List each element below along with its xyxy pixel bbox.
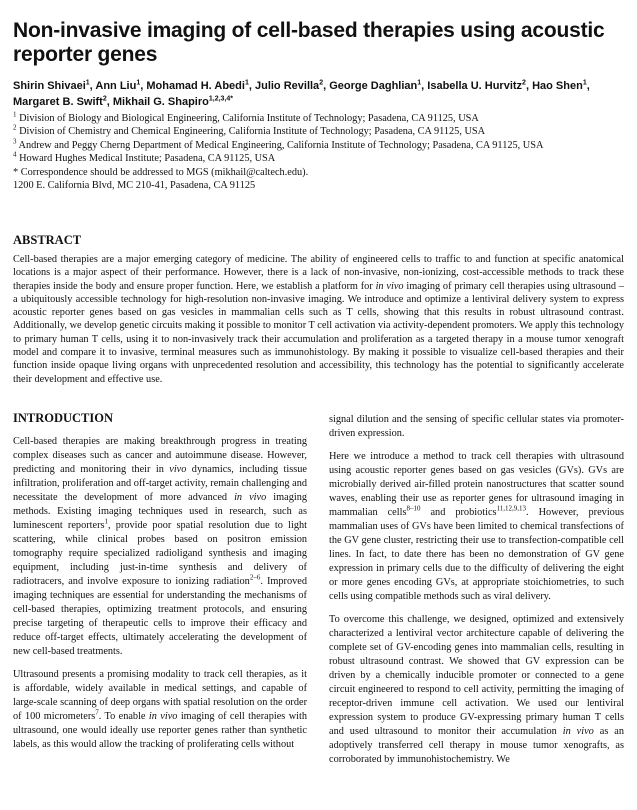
affiliation-text: Andrew and Peggy Cherng Department of Medical Engineering, California Institute of Technology; Pasadena, CA 91125, USA bbox=[16, 139, 544, 151]
text-run: Cell-based therapies are making breakthrough progress in treating complex diseases such as cancer and autoimmune disease. However, predicting and monitoring their in bbox=[13, 436, 307, 475]
affiliation-text: Division of Biology and Biological Engineering, California Institute of Technology; Pasadena, CA 91125, USA bbox=[16, 113, 479, 124]
author-affiliation-mark: 1 bbox=[417, 79, 422, 87]
affiliations bbox=[13, 112, 624, 192]
affiliation-mark: 2 bbox=[13, 123, 17, 132]
citation-superscript: 2–6 bbox=[249, 573, 261, 582]
italic-text: in vivo bbox=[234, 492, 267, 503]
postal-address: 1200 E. California Blvd, MC 210-41, Pasadena, CA 91125 bbox=[13, 180, 256, 192]
affiliation-item bbox=[13, 125, 624, 138]
introduction-heading: INTRODUCTION bbox=[13, 411, 114, 425]
right-column bbox=[329, 413, 624, 776]
affiliation-mark: 1 bbox=[13, 110, 17, 119]
author-name: Hao Shen bbox=[532, 80, 583, 92]
author-affiliation-mark: 1 bbox=[582, 79, 587, 87]
citation-superscript: 11,12,9,13 bbox=[496, 504, 527, 513]
author-affiliation-mark: 1,2,3,4* bbox=[208, 95, 233, 103]
text-run: Ultrasound presents a promising modality to track cell therapies, as it is affordable, widely available in medical settings, and capable of large-scale scanning of deep organs with spatial resolution on the order of 100 micrometers bbox=[13, 669, 307, 722]
affiliation-list bbox=[13, 112, 624, 166]
text-run: To overcome this challenge, we designed, optimized and extensively characterized a lentiviral vector architecture capable of delivering the complete set of GV-encoding genes into mammalian cells, resulting in robust ultrasound contrast. We showed that GV expression can be driven by a chemically inducible promoter or connected to a gene circuit engineered to respond to cell activity, permitting the imaging of receptor-driven immune cell activation. We used our lentiviral expression system to produce GV-expressing primary human T cells and used ultrasound to monitor their accumulation bbox=[329, 614, 624, 737]
affiliation-item bbox=[13, 152, 624, 165]
author-list: Shirin Shivaei$^1$, Ann Liu$^1$, Mohamad H. Abedi$^1$, Julio Revilla$^2$, George Daghlian$^1$, Isabella U. Hurvitz$^2$, Hao Shen$^1$, Margaret B. Swift$^2$, Mikhail G. Shapiro$^{1,2,3,4*}$ bbox=[13, 79, 590, 108]
affiliation-text: Howard Hughes Medical Institute; Pasadena, CA 91125, USA bbox=[16, 153, 276, 165]
abstract-body bbox=[13, 253, 624, 386]
author-affiliation-mark: 1 bbox=[136, 79, 141, 87]
citation-superscript: 8–10 bbox=[406, 504, 421, 513]
text-run: dynamics, including tissue infiltration, proliferation and off-target activity, remain challenging and necessitate the development of more advanced bbox=[13, 464, 307, 503]
left-column bbox=[13, 410, 307, 761]
author-name: Mohamad H. Abedi bbox=[146, 80, 245, 92]
body-paragraph bbox=[329, 450, 624, 604]
body-paragraph bbox=[329, 413, 624, 441]
text-run: Here we introduce a method to track cell therapies with ultrasound using acoustic reporter genes based on gas vesicles (GVs). GVs are microbially derived air-filled protein nanostructures that scatter sound waves, enabling their use as reporter genes for ultrasound imaging in mammalian cells bbox=[329, 451, 624, 518]
author-affiliation-mark: 1 bbox=[244, 79, 249, 87]
affiliation-text: Division of Chemistry and Chemical Engineering, California Institute of Technology; Pasadena, CA 91125, USA bbox=[16, 126, 486, 138]
affiliation-item bbox=[13, 139, 624, 152]
text-run: imaging methods. Existing imaging techniques used in research, such as luminescent reporters bbox=[13, 492, 308, 531]
affiliation-item bbox=[13, 112, 624, 125]
author-name: George Daghlian bbox=[329, 80, 418, 92]
author-name: Isabella U. Hurvitz bbox=[427, 80, 523, 92]
author-affiliation-mark: 2 bbox=[319, 79, 324, 87]
text-run: . Improved imaging techniques are essential for understanding the mechanisms of cell-based therapies, optimizing treatment protocols, and ensuring precise targeting of therapeutic cells to improve their efficacy and reduce off-target effects, ultimately accelerating the development of new cell-based treatments. bbox=[13, 576, 307, 657]
citation-superscript: 1 bbox=[104, 517, 109, 526]
italic-text: in vivo bbox=[148, 711, 178, 722]
italic-text: in vivo bbox=[562, 726, 594, 737]
author-name: Margaret B. Swift bbox=[13, 96, 103, 108]
affiliation-mark: 4 bbox=[13, 150, 17, 159]
text-run: . To enable bbox=[98, 711, 149, 722]
author-name: Mikhail G. Shapiro bbox=[112, 96, 209, 108]
author-affiliation-mark: 1 bbox=[85, 79, 90, 87]
author-name: Julio Revilla bbox=[254, 80, 320, 92]
abstract-heading: ABSTRACT bbox=[13, 233, 82, 247]
author-name: Shirin Shivaei bbox=[13, 80, 86, 92]
body-paragraph bbox=[13, 435, 307, 659]
italic-text: vivo bbox=[169, 464, 187, 475]
text-run: and probiotics bbox=[420, 507, 497, 518]
text-run: . However, previous mammalian uses of GVs have been limited to chemical transfections of the GV gene cluster, restricting their use to transfection-compatible cell lines. In fact, to date there has been no demonstration of GV gene expression in primary cells due to the difficulty of delivering the eight or more genes encoding GVs, at appropriate stoichiometries, to such cells using compatible methods such as viral delivery. bbox=[329, 507, 624, 602]
paper-title: Non-invasive imaging of cell-based therapies using acoustic reporter genes bbox=[13, 19, 605, 66]
italic-text: in vivo bbox=[375, 280, 404, 292]
author-affiliation-mark: 2 bbox=[522, 79, 526, 87]
body-paragraph bbox=[329, 613, 624, 767]
text-run: , provide poor spatial resolution due to light scattering, while clinical probes based on positron emission tomography require specialized radioligand synthesis and imaging equipment, including just-in-time synthesis and delivery of radiotracers, and involve exposure to ionizing radiation bbox=[13, 520, 307, 587]
text-run: Cell-based therapies are a major emerging category of medicine. The ability of engineered cells to traffic to and function at specific anatomical locations is a major aspect of their performance. However, there is a lack of non-invasive, non-ionizing, cost-accessible methods to track these therapies inside the body and ensure proper function. Here, we establish a platform for bbox=[13, 254, 624, 292]
text-run: as an adoptively transferred cell therapy in mouse tumor xenografts, as corroborated by immunohistochemistry. We bbox=[329, 726, 624, 765]
text-run: imaging of cell therapies with ultrasound, one would ideally use reporter genes rather than synthetic labels, as this would allow the tracking of proliferating cells without bbox=[13, 711, 308, 750]
body-paragraph bbox=[13, 668, 307, 752]
affiliation-mark: 3 bbox=[13, 137, 17, 146]
text-run: signal dilution and the sensing of specific cellular states via promoter-driven expression. bbox=[329, 414, 624, 439]
author-name: Ann Liu bbox=[95, 80, 137, 92]
author-affiliation-mark: 2 bbox=[102, 95, 107, 103]
text-run: imaging of primary cell therapies using ultrasound – a ubiquitously accessible technology for high-resolution non-invasive imaging. We introduce and optimize a lentiviral delivery system to express acoustic reporter genes based on gas vesicles in mammalian cells such as T cells, showing that this results in robust ultrasound contrast. Additionally, we develop genetic circuits making it possible to monitor T cell activation via activity-dependent promoters. We apply this technology to primary human T cells, using it to non-invasively track their accumulation and proliferation as a targeted therapy in a mouse tumor xenograft model and compare it to invasive, terminal measures such as immunohistology. By making it possible to visualize cell-based therapies and their function inside opaque living organs with unprecedented resolution and accessibility, this technology has the potential to significantly accelerate their development and effective use. bbox=[13, 280, 624, 385]
correspondence-note: * Correspondence should be addressed to MGS (mikhail@caltech.edu). bbox=[13, 166, 309, 178]
citation-superscript: 7 bbox=[95, 708, 99, 717]
